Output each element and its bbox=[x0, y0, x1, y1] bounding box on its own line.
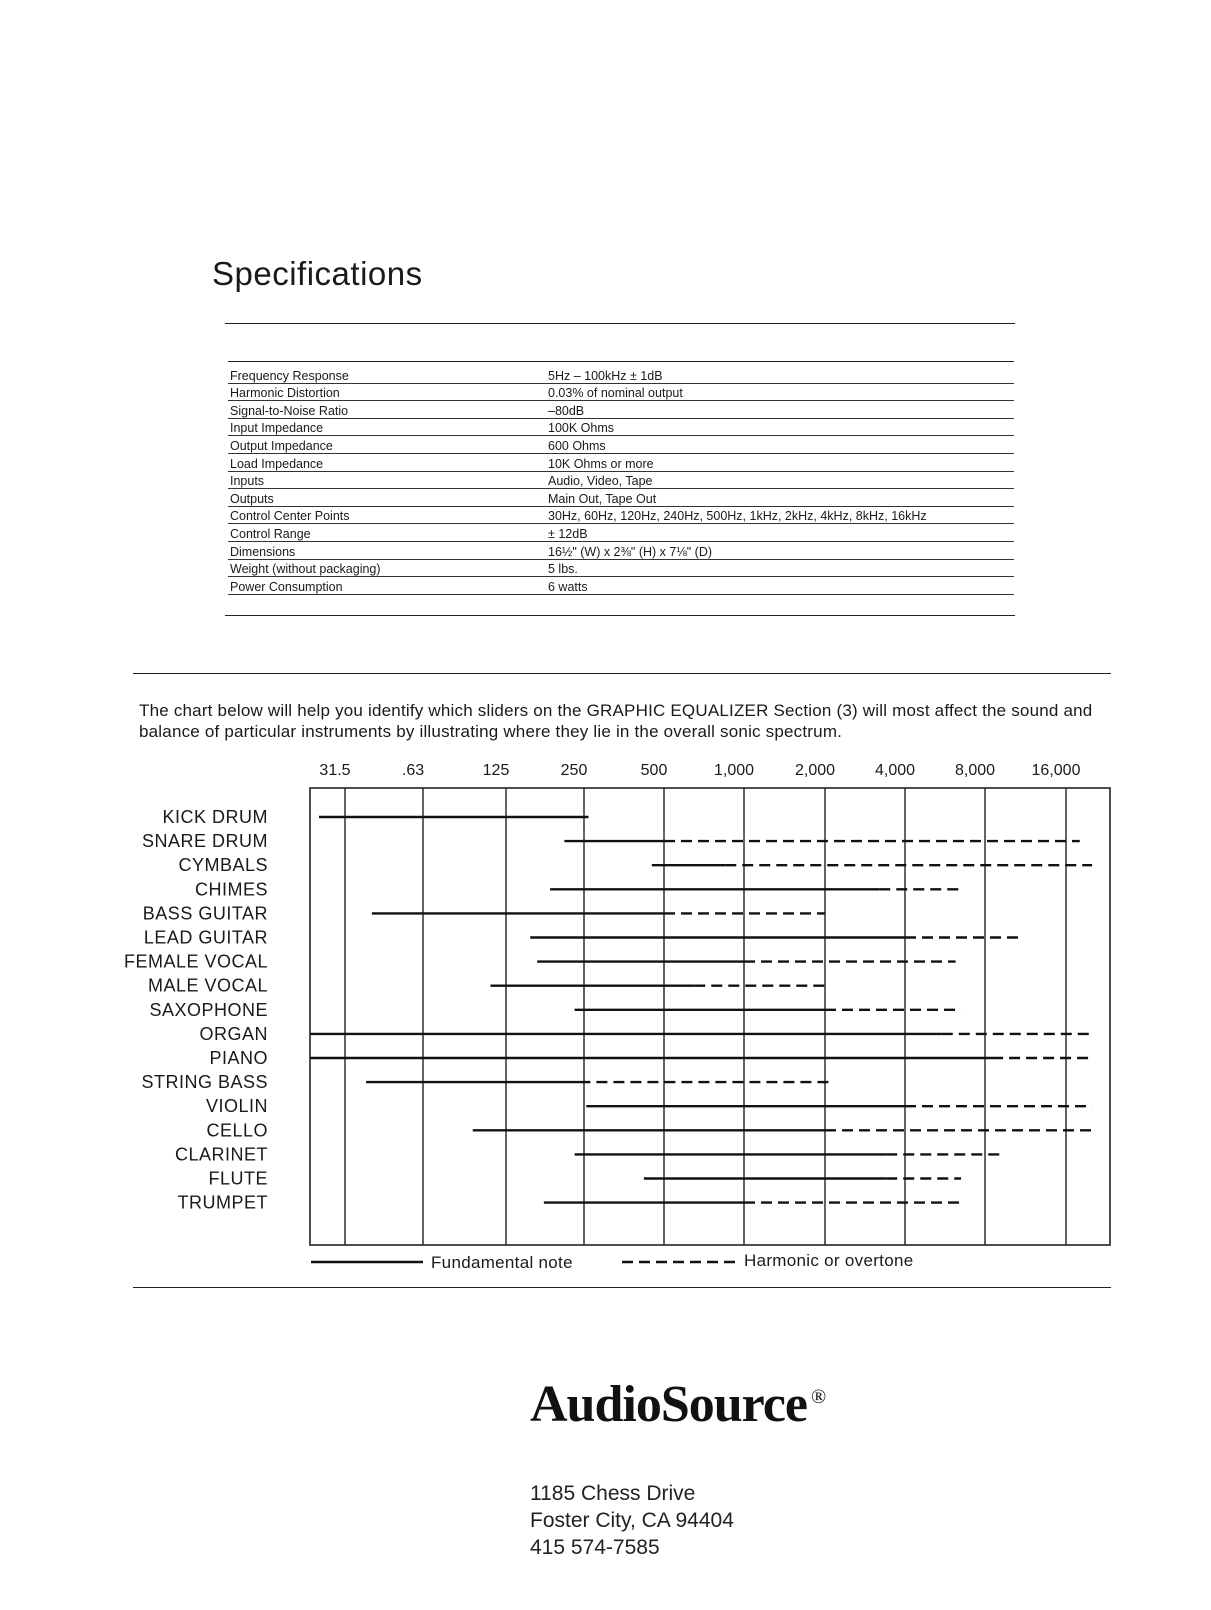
freq-label: 4,000 bbox=[874, 762, 916, 779]
freq-label: 250 bbox=[560, 762, 588, 779]
legend-harmonic-label: Harmonic or overtone bbox=[744, 1251, 914, 1270]
spec-label: Outputs bbox=[230, 491, 274, 506]
spec-value: 6 watts bbox=[548, 579, 588, 594]
instrument-label: FEMALE VOCAL bbox=[123, 951, 268, 972]
freq-label: 2,000 bbox=[794, 762, 836, 779]
spec-value: Main Out, Tape Out bbox=[548, 491, 657, 506]
spec-label: Control Range bbox=[230, 526, 311, 541]
chart-frame bbox=[310, 788, 1110, 1245]
freq-label: 500 bbox=[640, 762, 668, 779]
brand-name: AudioSource bbox=[530, 1376, 807, 1433]
freq-label: .63 bbox=[401, 762, 425, 779]
spec-value: 5 lbs. bbox=[548, 562, 578, 577]
address-city: Foster City, CA 94404 bbox=[530, 1509, 734, 1532]
instrument-label: ORGAN bbox=[199, 1023, 268, 1044]
freq-label: 31.5 bbox=[319, 762, 351, 779]
brand-logo bbox=[530, 1375, 825, 1434]
instrument-label: CLARINET bbox=[174, 1144, 268, 1165]
spec-label: Frequency Response bbox=[230, 368, 349, 383]
intro-text: The chart below will help you identify which sliders on the GRAPHIC EQUALIZER Section (3) will most affect the sound and balance of particular instruments by illustrating where they lie in the overall sonic spectrum. bbox=[139, 701, 1093, 741]
spec-value: 0.03% of nominal output bbox=[548, 386, 683, 401]
instrument-label: STRING BASS bbox=[141, 1072, 268, 1093]
address-street: 1185 Chess Drive bbox=[530, 1482, 696, 1505]
spec-value: 600 Ohms bbox=[548, 438, 606, 453]
instrument-label: SAXOPHONE bbox=[149, 999, 268, 1020]
instrument-label: BASS GUITAR bbox=[142, 903, 268, 924]
instrument-label: MALE VOCAL bbox=[147, 975, 268, 996]
freq-label: 1,000 bbox=[713, 762, 755, 779]
registered-mark: ® bbox=[810, 1385, 826, 1408]
freq-label: 16,000 bbox=[1031, 762, 1081, 779]
spec-value: ± 12dB bbox=[548, 526, 588, 541]
instrument-label: KICK DRUM bbox=[162, 807, 268, 827]
spec-label: Dimensions bbox=[230, 544, 296, 559]
address-phone: 415 574-7585 bbox=[530, 1536, 660, 1559]
spec-label: Output Impedance bbox=[230, 438, 333, 453]
freq-label: 125 bbox=[482, 762, 510, 779]
spec-label: Input Impedance bbox=[230, 421, 324, 436]
instrument-label: FLUTE bbox=[208, 1168, 268, 1189]
spec-label: Harmonic Distortion bbox=[230, 386, 340, 401]
spec-label: Control Center Points bbox=[230, 509, 350, 524]
instrument-label: VIOLIN bbox=[205, 1096, 268, 1117]
spec-value: Audio, Video, Tape bbox=[548, 474, 653, 489]
spec-label: Weight (without packaging) bbox=[230, 562, 381, 577]
spec-title: Specifications bbox=[212, 255, 423, 292]
legend-fundamental-label: Fundamental note bbox=[431, 1253, 573, 1272]
freq-label: 8,000 bbox=[954, 762, 996, 779]
spec-value: 30Hz, 60Hz, 120Hz, 240Hz, 500Hz, 1kHz, 2kHz, 4kHz, 8kHz, 16kHz bbox=[548, 509, 927, 524]
instrument-label: TRUMPET bbox=[177, 1192, 268, 1213]
spec-value: 10K Ohms or more bbox=[548, 456, 654, 471]
spec-label: Inputs bbox=[230, 474, 265, 489]
address-block bbox=[530, 1480, 734, 1561]
instrument-label: PIANO bbox=[209, 1048, 268, 1068]
chart-section-rule-bottom bbox=[133, 1287, 1111, 1288]
instrument-label: CYMBALS bbox=[178, 855, 268, 876]
spec-value: 16½" (W) x 2⅜" (H) x 7⅛" (D) bbox=[548, 544, 713, 559]
spec-label: Power Consumption bbox=[230, 579, 343, 594]
instrument-label: CHIMES bbox=[194, 879, 268, 900]
instrument-label: SNARE DRUM bbox=[141, 831, 268, 852]
spec-value: –80dB bbox=[548, 403, 585, 418]
spec-label: Load Impedance bbox=[230, 456, 324, 471]
instrument-label: CELLO bbox=[206, 1120, 268, 1141]
spec-value: 5Hz – 100kHz ± 1dB bbox=[548, 368, 663, 383]
spec-label: Signal-to-Noise Ratio bbox=[230, 403, 349, 418]
spec-value: 100K Ohms bbox=[548, 421, 615, 436]
instrument-label: LEAD GUITAR bbox=[143, 927, 268, 948]
